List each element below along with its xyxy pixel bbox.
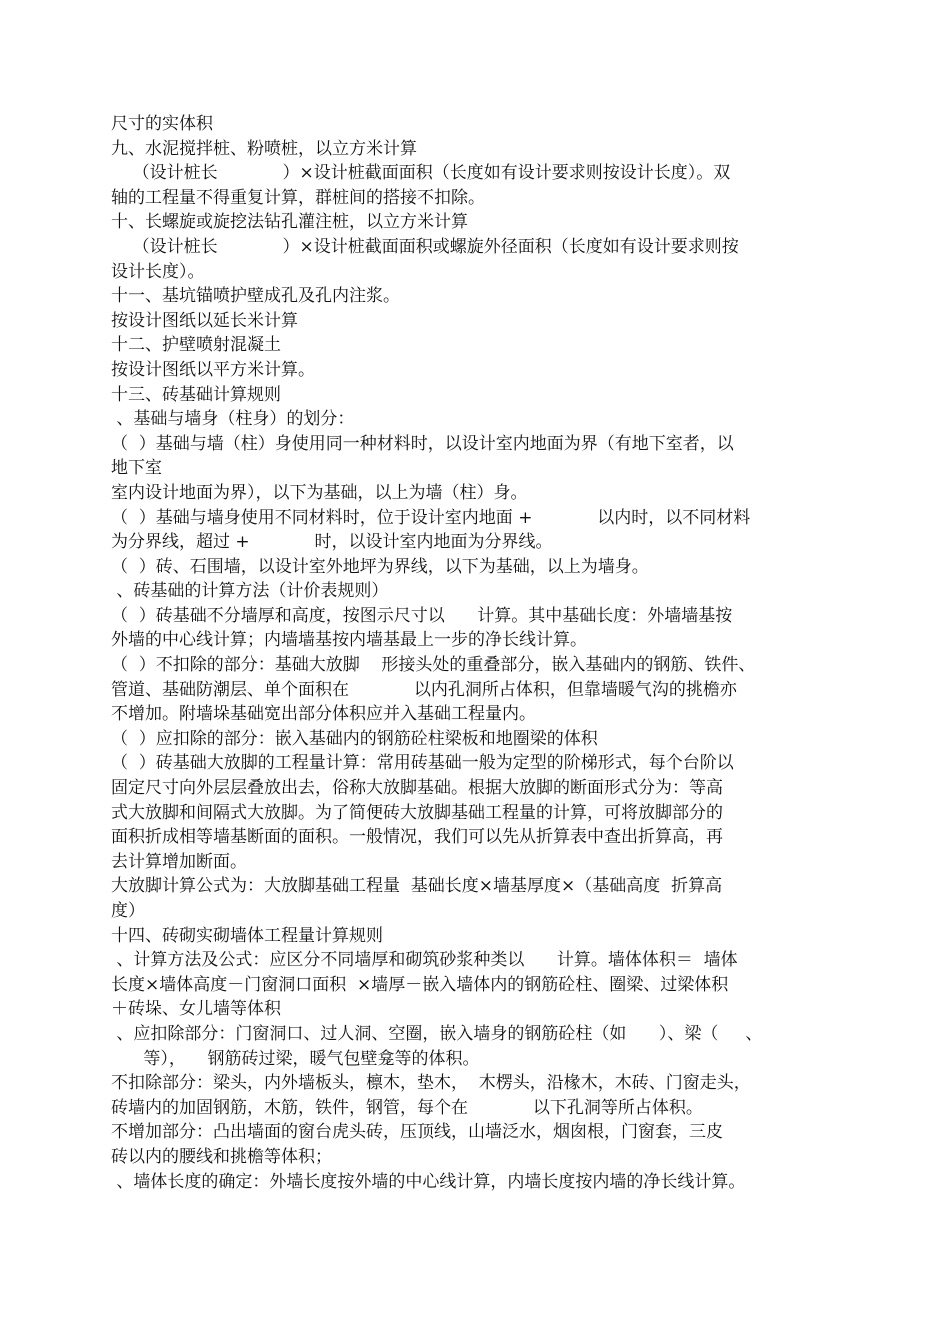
text-line: 砖以内的腰线和挑檐等体积； [111,1146,332,1167]
text-line: 不扣除部分：梁头，内外墙板头，檩木，垫木， 木楞头，沿椽木，木砖、门窗走头， [111,1073,751,1094]
text-line: （设计桩长 ）×设计桩截面面积（长度如有设计要求则按设计长度）。双 [111,163,731,184]
text-line: 去计算增加断面。 [111,851,247,872]
text-line: 固定尺寸向外层层叠放出去，俗称大放脚基础。根据大放脚的断面形式分为：等高 [111,778,723,799]
text-line: （ ）基础与墙身使用不同材料时，位于设计室内地面 + 以内时，以不同材料 [111,507,751,528]
text-line: 面积折成相等墙基断面的面积。一般情况，我们可以先从折算表中查出折算高，再 [111,827,723,848]
section-heading-11: 十一、基坑锚喷护壁成孔及孔内注浆。 [111,286,400,307]
text-line: 、墙体长度的确定：外墙长度按外墙的中心线计算，内墙长度按内墙的净长线计算。 [111,1171,746,1192]
text-line: 尺寸的实体积 [111,114,213,134]
document-body [111,112,811,1194]
text-line: （ ）砖、石围墙，以设计室外地坪为界线，以下为基础，以上为墙身。 [111,556,649,577]
text-line: 等）， 钢筋砖过梁，暖气包壁龛等的体积。 [111,1048,480,1069]
text-line: （ ）砖基础大放脚的工程量计算：常用砖基础一般为定型的阶梯形式，每个台阶以 [111,753,734,774]
text-line: 按设计图纸以平方米计算。 [111,359,315,380]
text-line: 、应扣除部分：门窗洞口、过人洞、空圈，嵌入墙身的钢筋砼柱（如 ）、梁（ 、 [111,1023,763,1044]
text-line: （ ）不扣除的部分：基础大放脚 形接头处的重叠部分，嵌入基础内的钢筋、铁件、 [111,655,756,676]
text-line: 地下室 [111,458,162,479]
text-line: （ ）基础与墙（柱）身使用同一种材料时，以设计室内地面为界（有地下室者，以 [111,433,734,454]
text-line: 不增加。附墙垛基础宽出部分体积应并入基础工程量内。 [111,704,536,725]
section-heading-14: 十四、砖砌实砌墙体工程量计算规则 [111,925,383,946]
text-line: 管道、基础防潮层、单个面积在 以内孔洞所占体积，但靠墙暖气沟的挑檐亦 [111,679,737,700]
section-heading-10: 十、长螺旋或旋挖法钻孔灌注桩，以立方米计算 [111,212,468,233]
text-line: 长度×墙体高度－门窗洞口面积 ×墙厚－嵌入墙体内的钢筋砼柱、圈梁、过梁体积 [111,974,729,995]
text-line: （ ）应扣除的部分：嵌入基础内的钢筋砼柱梁板和地圈梁的体积 [111,728,598,749]
text-line: （设计桩长 ）×设计桩截面面积或螺旋外径面积（长度如有设计要求则按 [111,236,739,257]
text-line: 设计长度）。 [111,261,205,282]
section-heading-9: 九、水泥搅拌桩、粉喷桩，以立方米计算 [111,138,417,159]
subsection-heading: 、基础与墙身（柱身）的划分： [111,409,355,430]
text-line: ＋砖垛、女儿墙等体积 [111,999,281,1020]
text-line: （ ）砖基础不分墙厚和高度，按图示尺寸以 计算。其中基础长度：外墙墙基按 [111,605,733,626]
text-line: 度） [111,901,145,921]
text-line: 室内设计地面为界），以下为基础，以上为墙（柱）身。 [111,482,528,503]
text-line: 为分界线，超过 + 时，以设计室内地面为分界线。 [111,532,553,553]
text-line: 、计算方法及公式：应区分不同墙厚和砌筑砂浆种类以 计算。墙体体积＝ 墙体 [111,950,738,971]
subsection-heading: 、砖基础的计算方法（计价表规则） [111,581,389,602]
text-line: 不增加部分：凸出墙面的窗台虎头砖，压顶线，山墙泛水，烟囱根，门窗套，三皮 [111,1122,723,1143]
section-heading-13: 十三、砖基础计算规则 [111,384,281,405]
section-heading-12: 十二、护壁喷射混凝土 [111,335,281,356]
text-line: 砖墙内的加固钢筋，木筋，铁件，钢管，每个在 以下孔洞等所占体积。 [111,1097,703,1118]
formula-line: 大放脚计算公式为：大放脚基础工程量 基础长度×墙基厚度×（基础高度 折算高 [111,876,723,897]
text-line: 轴的工程量不得重复计算，群桩间的搭接不扣除。 [111,187,485,208]
text-line: 式大放脚和间隔式大放脚。为了简便砖大放脚基础工程量的计算，可将放脚部分的 [111,802,723,823]
text-line: 按设计图纸以延长米计算 [111,310,298,331]
text-line: 外墙的中心线计算；内墙墙基按内墙基最上一步的净长线计算。 [111,630,587,651]
